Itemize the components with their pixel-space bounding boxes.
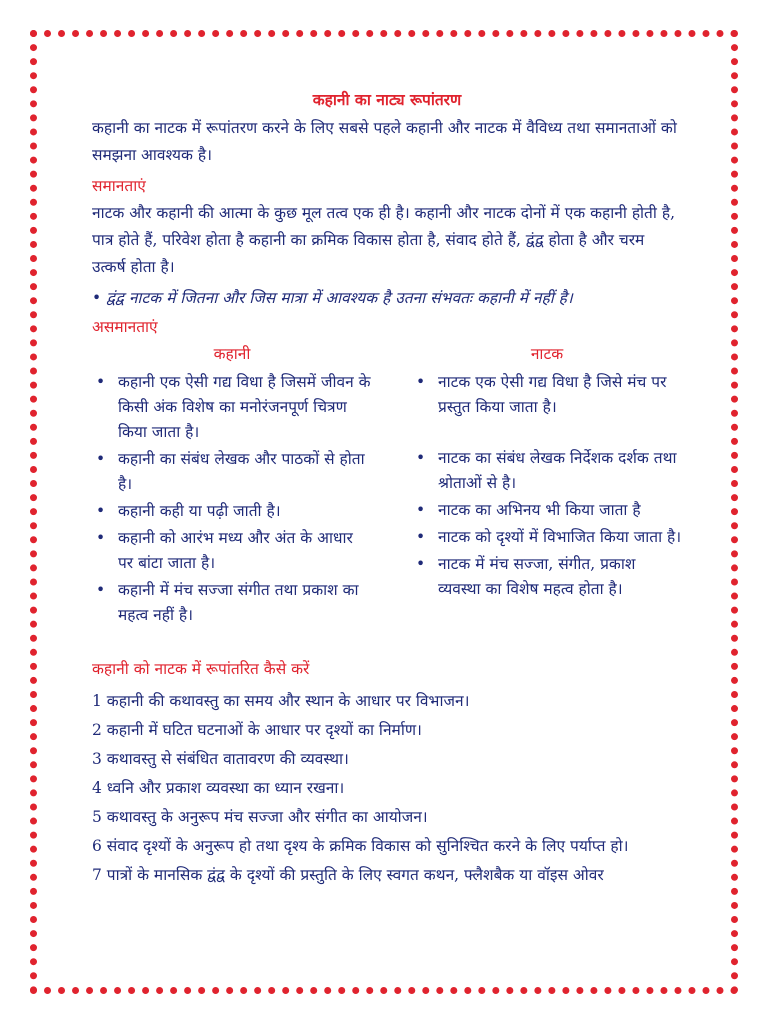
- list-item: [92, 499, 372, 524]
- intro-paragraph: कहानी का नाटक में रूपांतरण करने के लिए सबसे पहले कहानी और नाटक में वैविध्य तथा समानताओं को समझना आवश्यक है।: [92, 119, 677, 164]
- list-item: [412, 552, 682, 602]
- list-item: [92, 370, 372, 445]
- list-item-text: नाटक का अभिनय भी किया जाता है: [438, 501, 641, 519]
- list-item: [412, 446, 682, 496]
- bullet: •: [416, 528, 426, 546]
- step-item: 3 कथावस्तु से संबंधित वातावरण की व्यवस्था।: [92, 750, 349, 768]
- story-column-heading: कहानी: [213, 345, 251, 363]
- document-body: [92, 86, 682, 890]
- list-item: [92, 526, 372, 576]
- bullet: •: [96, 450, 106, 468]
- step-item: 2 कहानी में घटित घटनाओं के आधार पर दृश्यों का निर्माण।: [92, 721, 422, 739]
- bullet: •: [416, 501, 426, 519]
- steps-heading: कहानी को नाटक में रूपांतरित कैसे करें: [92, 660, 310, 678]
- list-item: [92, 578, 372, 628]
- similarities-paragraph: नाटक और कहानी की आत्मा के कुछ मूल तत्व एक ही है। कहानी और नाटक दोनों में एक कहानी होती है, पात्र होते हैं, परिवेश होता है कहानी का क्रमिक विकास होता है, संवाद होते हैं, द्वंद्व होता है और चरम उत्कर्ष होता है।: [92, 204, 675, 276]
- differences-heading: असमानताएं: [92, 318, 158, 336]
- step-item: 6 संवाद दृश्यों के अनुरूप हो तथा दृश्य के क्रमिक विकास को सुनिश्चित करने के लिए पर्याप्त हो।: [92, 837, 629, 855]
- step-item: 4 ध्वनि और प्रकाश व्यवस्था का ध्यान रखना।: [92, 779, 345, 797]
- list-item-text: नाटक में मंच सज्जा, संगीत, प्रकाश व्यवस्था का विशेष महत्व होता है।: [438, 555, 636, 598]
- drama-column: [412, 341, 682, 630]
- bullet: •: [96, 581, 106, 599]
- bullet: •: [416, 373, 426, 391]
- list-item-text: कहानी में मंच सज्जा संगीत तथा प्रकाश का महत्व नहीं है।: [118, 581, 359, 624]
- drama-column-heading: नाटक: [530, 345, 564, 363]
- page-title: कहानी का नाट्य रूपांतरण: [312, 90, 462, 109]
- step-item: 1 कहानी की कथावस्तु का समय और स्थान के आधार पर विभाजन।: [92, 692, 470, 710]
- bullet: •: [96, 502, 106, 520]
- list-item-text: नाटक को दृश्यों में विभाजित किया जाता है।: [438, 528, 682, 546]
- bullet: •: [416, 449, 426, 467]
- similarities-heading: समानताएं: [92, 177, 146, 195]
- list-item-text: कहानी एक ऐसी गद्य विधा है जिसमें जीवन के किसी अंक विशेष का मनोरंजनपूर्ण चित्रण किया जाता है।: [118, 373, 371, 441]
- story-column: [92, 341, 372, 630]
- step-item: 7 पात्रों के मानसिक द्वंद्व के दृश्यों की प्रस्तुति के लिए स्वगत कथन, फ्लैशबैक या वॉइस ओवर: [92, 866, 604, 884]
- list-item: [412, 370, 682, 420]
- list-item: [412, 498, 682, 523]
- list-item-text: कहानी को आरंभ मध्य और अंत के आधार पर बांटा जाता है।: [118, 529, 353, 572]
- story-list: [92, 370, 372, 628]
- bullet: •: [96, 529, 106, 547]
- list-item: [92, 447, 372, 497]
- bullet: •: [96, 373, 106, 391]
- drama-list: [412, 370, 682, 602]
- list-item-text: कहानी का संबंध लेखक और पाठकों से होता है।: [118, 450, 365, 493]
- comparison-columns: [92, 341, 682, 630]
- bullet: •: [416, 555, 426, 573]
- similarities-note: • द्वंद्व नाटक में जितना और जिस मात्रा में आवश्यक है उतना संभवतः कहानी में नहीं है।: [92, 289, 573, 307]
- list-item-text: नाटक एक ऐसी गद्य विधा है जिसे मंच पर प्रस्तुत किया जाता है।: [438, 373, 667, 416]
- list-item-text: कहानी कही या पढ़ी जाती है।: [118, 502, 281, 520]
- list-item: [412, 525, 682, 550]
- list-item-text: नाटक का संबंध लेखक निर्देशक दर्शक तथा श्रोताओं से है।: [438, 449, 677, 492]
- step-item: 5 कथावस्तु के अनुरूप मंच सज्जा और संगीत का आयोजन।: [92, 808, 428, 826]
